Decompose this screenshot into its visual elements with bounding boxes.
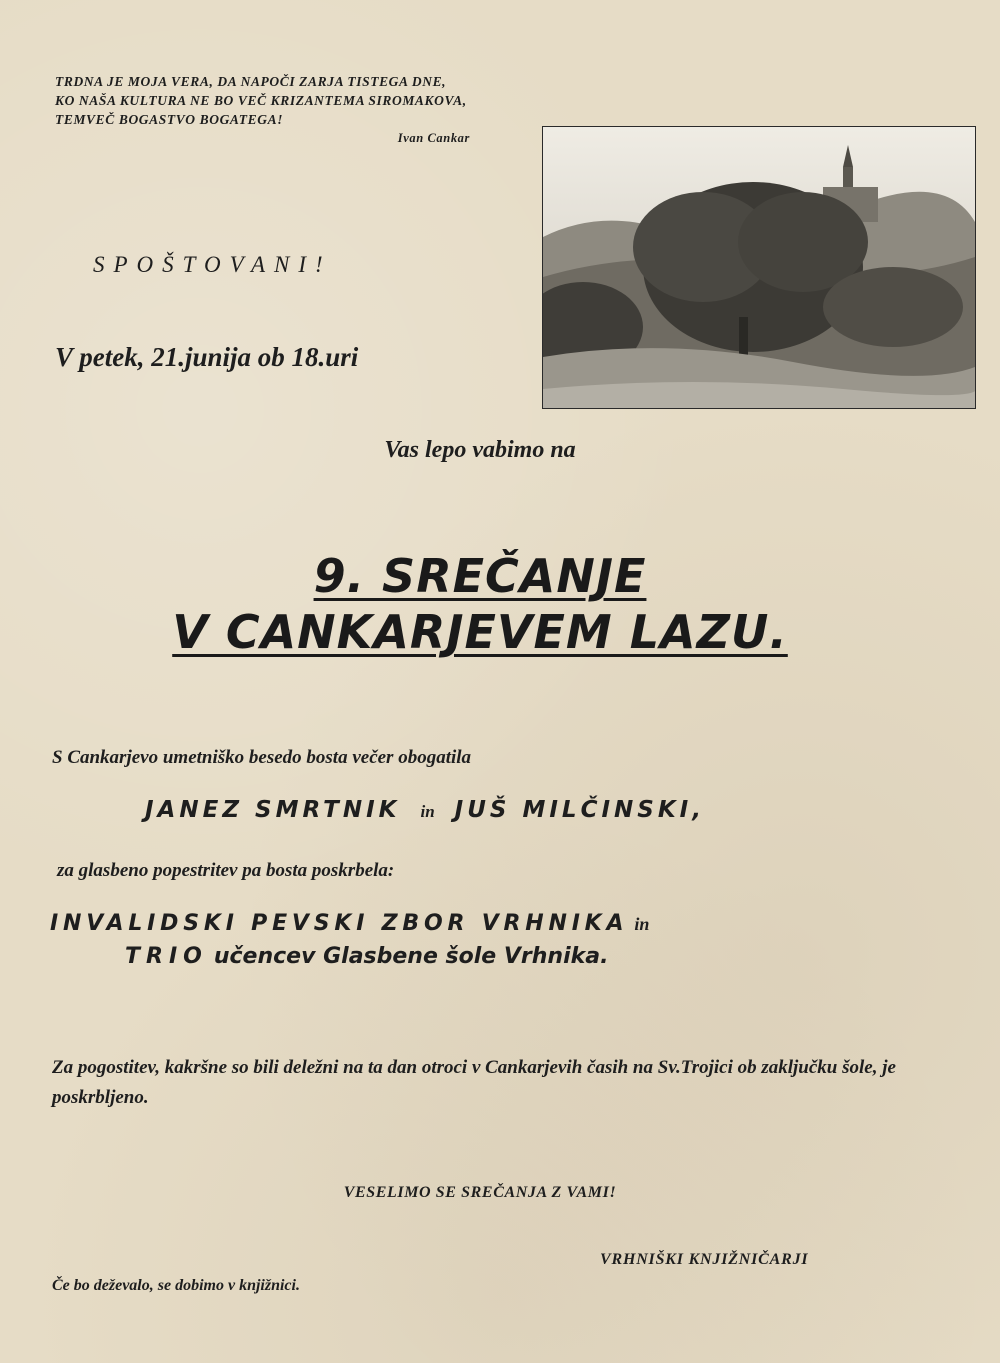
event-title	[0, 548, 960, 660]
rain-note: Če bo deževalo, se dobimo v knjižnici.	[52, 1277, 300, 1294]
signature: VRHNIŠKI KNJIŽNIČARJI	[600, 1251, 809, 1268]
refreshments-note: Za pogostitev, kakršne so bili deležni na ta dan otroci v Cankarjevih časih na Sv.Trojici ob zaključku šole, je poskrbljeno.	[52, 1057, 896, 1108]
trio-description: učencev Glasbene šole Vrhnika.	[213, 944, 609, 969]
invitation-line: Vas lepo vabimo na	[384, 437, 576, 463]
performers-intro: S Cankarjevo umetniško besedo bosta večer obogatila	[52, 747, 472, 768]
quote-line-2: KO NAŠA KULTURA NE BO VEČ KRIZANTEMA SIROMAKOVA,	[55, 93, 467, 108]
performers-conjunction: in	[420, 802, 435, 821]
performers	[145, 797, 705, 823]
trio-word: TRIO	[125, 944, 208, 969]
title-line-2: V CANKARJEVEM LAZU.	[172, 605, 788, 659]
closing-line: VESELIMO SE SREČANJA Z VAMI!	[343, 1184, 617, 1201]
trio-line	[125, 944, 608, 969]
landscape-photo	[542, 126, 976, 409]
quote-line-3: TEMVEČ BOGASTVO BOGATEGA!	[55, 112, 284, 127]
choir-name: INVALIDSKI PEVSKI ZBOR VRHNIKA	[50, 911, 629, 936]
tree-landscape-image	[543, 127, 975, 408]
greeting: SPOŠTOVANI!	[93, 252, 332, 277]
quote-author: Ivan Cankar	[397, 131, 470, 145]
quote-line-1: TRDNA JE MOJA VERA, DA NAPOČI ZARJA TISTEGA DNE,	[55, 74, 447, 89]
cankar-quote	[55, 72, 470, 148]
choir-line	[50, 911, 649, 936]
music-intro: za glasbeno popestritev pa bosta poskrbela:	[57, 860, 395, 881]
performer-2: JUŠ MILČINSKI,	[454, 797, 705, 823]
event-date: V petek, 21.junija ob 18.uri	[55, 342, 359, 372]
title-line-1: 9. SREČANJE	[313, 549, 647, 603]
performer-1: JANEZ SMRTNIK	[145, 797, 401, 823]
music-conjunction: in	[634, 914, 650, 934]
